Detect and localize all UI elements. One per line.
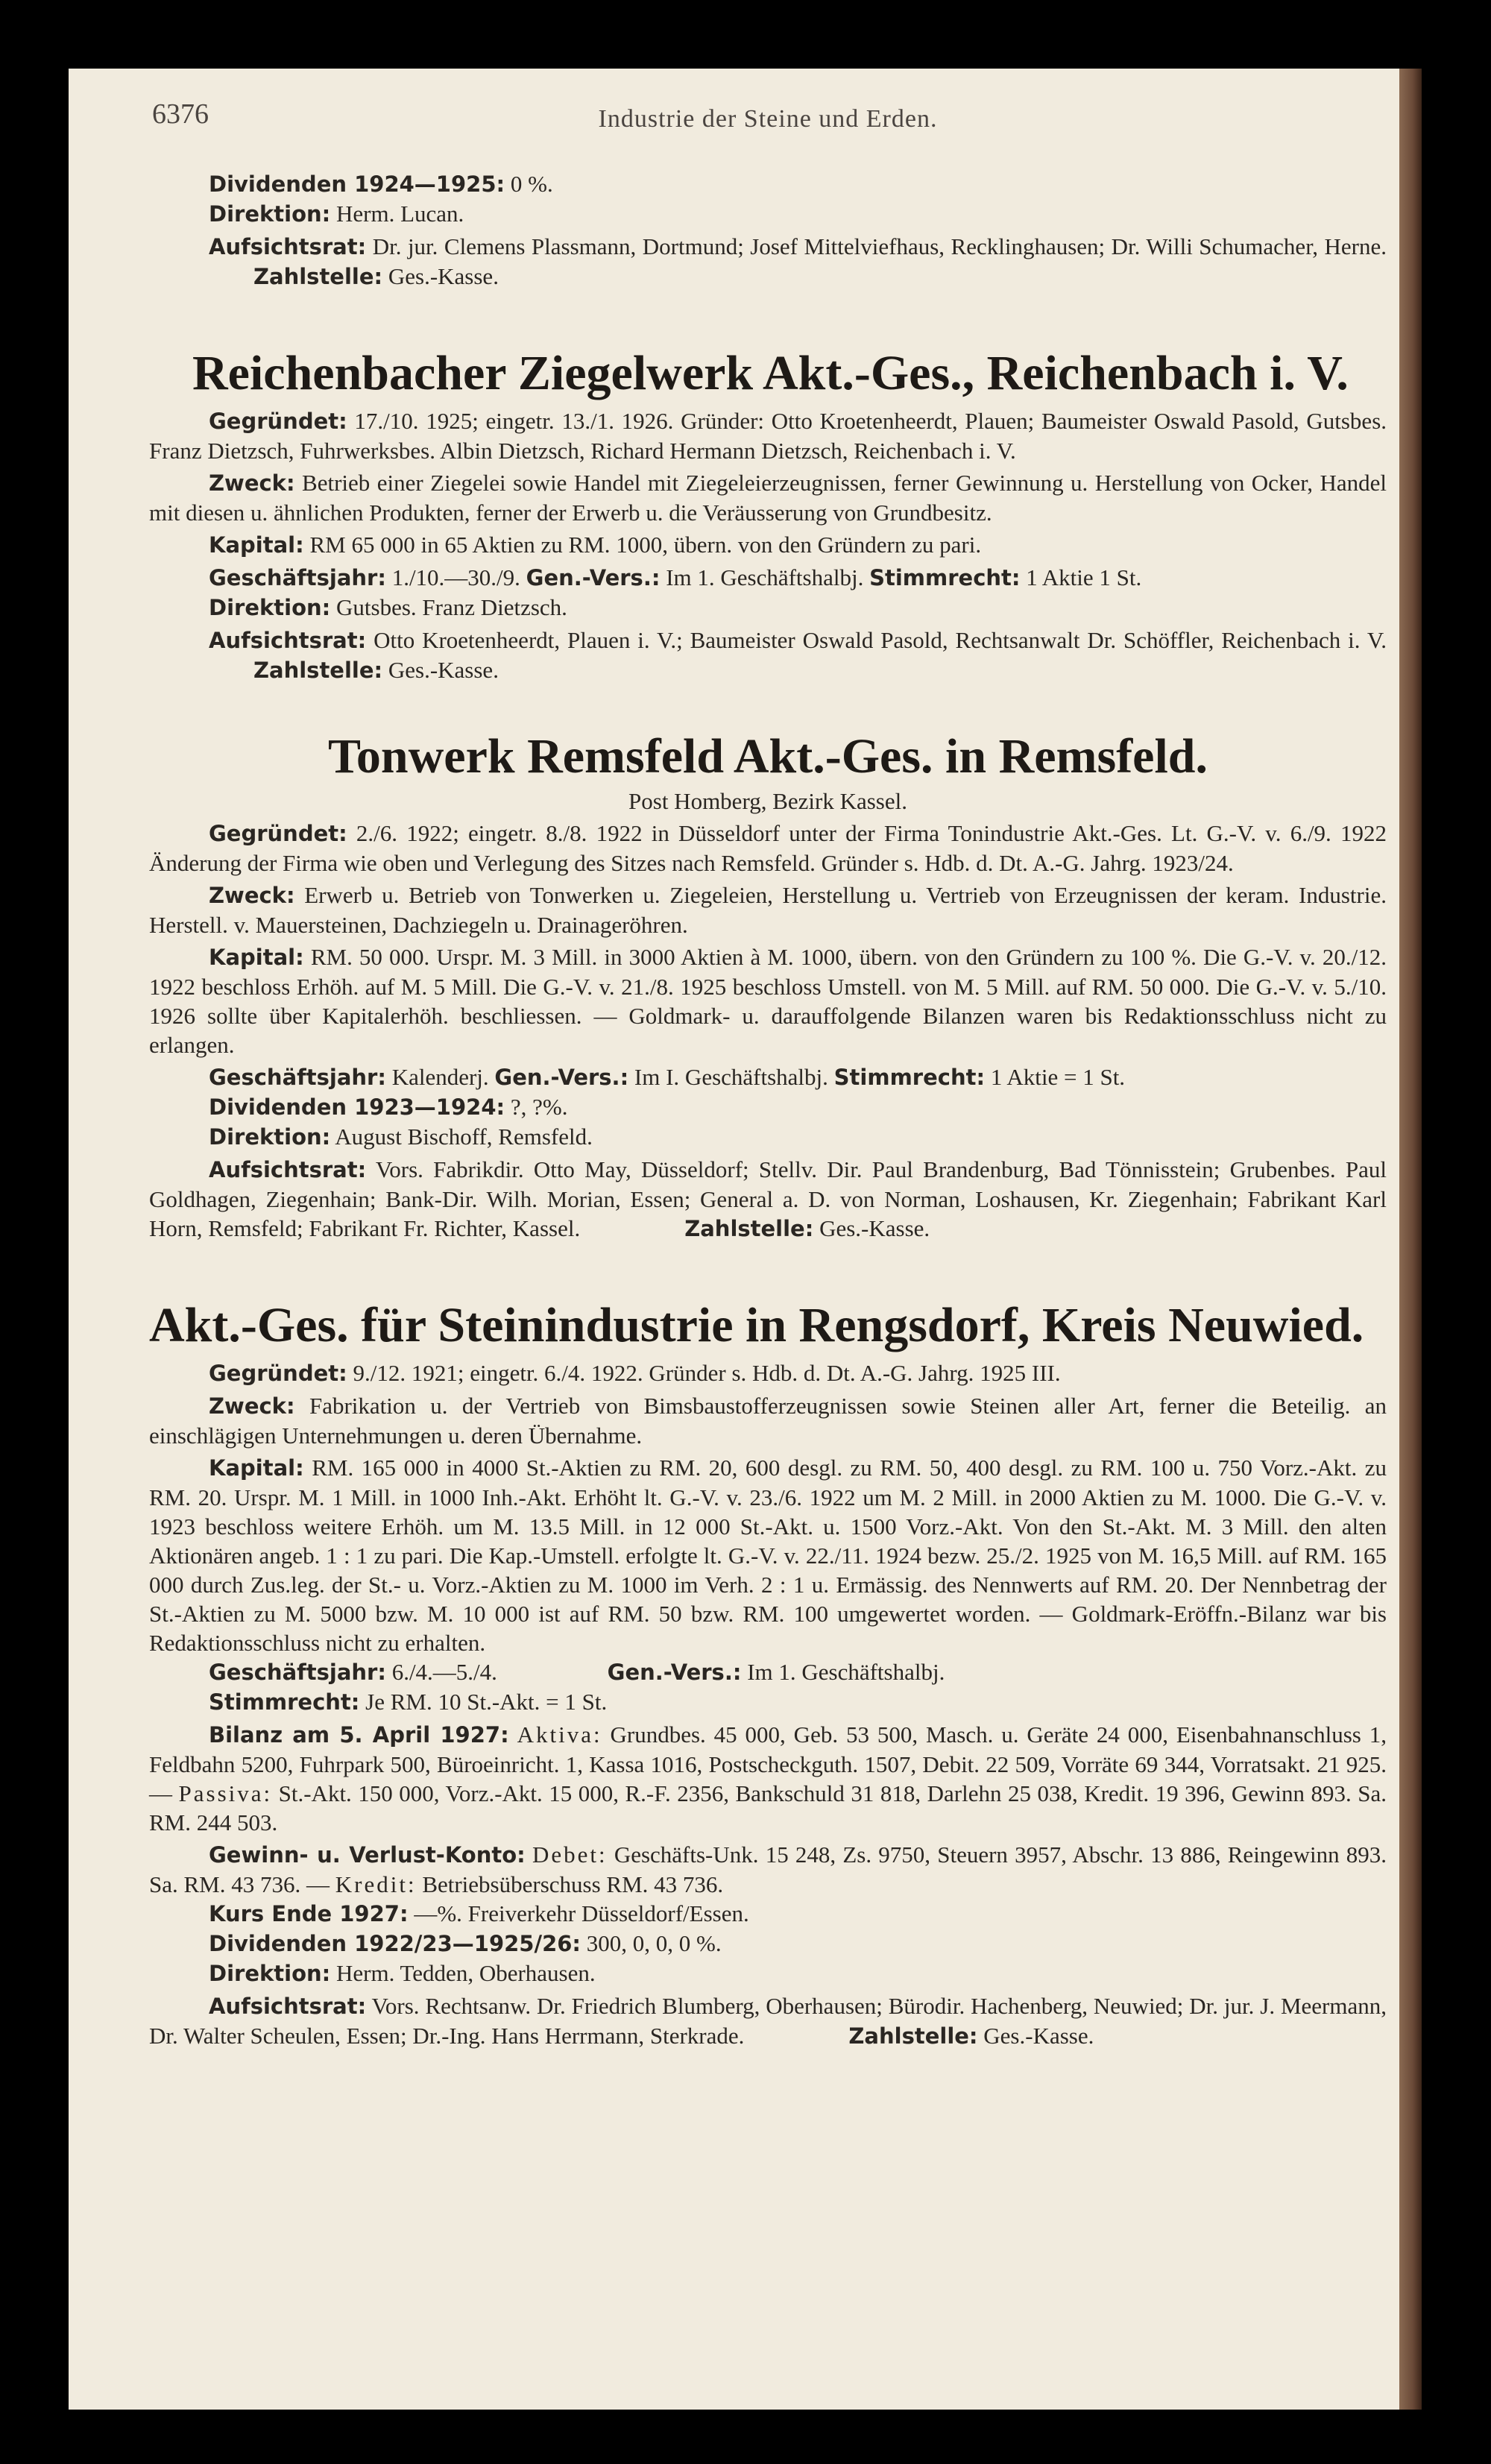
geschaeftsjahr-line: Geschäftsjahr: 6./4.—5./4. Gen.-Vers.: Im 1. Geschäftshalbj. <box>209 1659 945 1685</box>
geschaeftsjahr-line: Geschäftsjahr: 1./10.—30./9. Gen.-Vers.: Im 1. Geschäftshalbj. Stimmrecht: 1 Aktie 1 St. <box>209 564 1142 590</box>
dividenden-line: Dividenden 1923—1924: ?, ?%. <box>209 1094 568 1120</box>
company-title: Akt.-Ges. für Steinindustrie in Rengsdorf, Kreis Neuwied. <box>149 1298 1364 1352</box>
company-title: Reichenbacher Ziegelwerk Akt.-Ges., Reichenbach i. V. <box>192 346 1349 400</box>
kapital-paragraph: Kapital: RM. 50 000. Urspr. M. 3 Mill. in 3000 Aktien à M. 1000, übern. von den Gründern zu 100 %. Die G.-V. v. 20./12. 1922 beschloss Erhöh. auf M. 5 Mill. Die G.-V. v. 21./8. 1925 beschloss Umstell. von M. 5 Mill. auf RM. 50 000. Die G.-V. v. 5./10. 1926 sollte über Kapitalerhöh. beschliessen. — Goldmark- u. darauffolgende Bilanzen waren bis Redaktionsschluss nicht zu erlangen. <box>149 944 1387 1058</box>
company-subtitle: Post Homberg, Bezirk Kassel. <box>628 788 907 814</box>
gegruendet-paragraph: Gegründet: 2./6. 1922; eingetr. 8./8. 1922 in Düsseldorf unter der Firma Tonindustrie Akt.-Ges. Lt. G.-V. v. 6./9. 1922 Änderung der Firma wie oben und Verlegung des Sitzes nach Remsfeld. Gründer s. Hdb. d. Dt. A.-G. Jahrg. 1923/24. <box>149 820 1387 876</box>
gegruendet-paragraph: Gegründet: 17./10. 1925; eingetr. 13./1. 1926. Gründer: Otto Kroetenheerdt, Plauen; Baumeister Oswald Pasold, Gutsbes. Franz Dietzsch, Fuhrwerksbes. Albin Dietzsch, Richard Hermann Dietzsch, Reichenbach i. V. <box>149 408 1387 464</box>
zweck-paragraph: Zweck: Fabrikation u. der Vertrieb von Bimsbaustofferzeugnissen sowie Steinen aller Art, ferner die Beteilig. an einschlägigen Unternehmungen u. deren Übernahme. <box>149 1393 1387 1449</box>
direktion-line: Direktion: Gutsbes. Franz Dietzsch. <box>209 594 567 620</box>
zweck-paragraph: Zweck: Erwerb u. Betrieb von Tonwerken u. Ziegeleien, Herstellung u. Vertrieb von Erzeugnissen der keram. Industrie. Herstell. v. Mauersteinen, Dachziegeln u. Drainageröhren. <box>149 882 1387 938</box>
book-spine-edge <box>1399 69 1422 2410</box>
kapital-paragraph: Kapital: RM 65 000 in 65 Aktien zu RM. 1000, übern. von den Gründern zu pari. <box>209 532 982 558</box>
aufsichtsrat-paragraph: Aufsichtsrat: Vors. Rechtsanw. Dr. Friedrich Blumberg, Oberhausen; Bürodir. Hachenberg, Neuwied; Dr. jur. J. Meermann, Dr. Walter Scheulen, Essen; Dr.-Ing. Hans Herrmann, Sterkrade. Zahlstelle: Ges.-Kasse. <box>149 1993 1387 2049</box>
company-title: Tonwerk Remsfeld Akt.-Ges. in Remsfeld. <box>327 729 1208 784</box>
entry-reichenbacher-ziegelwerk <box>149 344 1387 685</box>
aufsichtsrat-paragraph: Aufsichtsrat: Vors. Fabrikdir. Otto May, Düsseldorf; Stellv. Dir. Paul Brandenburg, Bad Tönnisstein; Grubenbes. Paul Goldhagen, Ziegenhain; Bank-Dir. Wilh. Morian, Essen; General a. D. von Norman, Loshausen, Kr. Ziegenhain; Fabrikant Karl Horn, Remsfeld; Fabrikant Fr. Richter, Kassel. Zahlstelle: Ges.-Kasse. <box>149 1156 1387 1241</box>
entry-continuation <box>149 169 1387 292</box>
aufsichtsrat-paragraph: Aufsichtsrat: Dr. jur. Clemens Plassmann, Dortmund; Josef Mittelviefhaus, Recklinghausen; Dr. Willi Schumacher, Herne.Zahlstelle: Ges.-Kasse. <box>209 233 1387 289</box>
dividenden-line: Dividenden 1924—1925: 0 %. <box>209 171 553 197</box>
guv-paragraph: Gewinn- u. Verlust-Konto: Debet: Geschäfts-Unk. 15 248, Zs. 9750, Steuern 3957, Abschr. 13 886, Reingewinn 893. Sa. RM. 43 736. — Kredit: Betriebsüberschuss RM. 43 736. <box>149 1841 1387 1897</box>
kapital-paragraph: Kapital: RM. 165 000 in 4000 St.-Aktien zu RM. 20, 600 desgl. zu RM. 50, 400 desgl. zu RM. 100 u. 750 Vorz.-Akt. zu RM. 20. Urspr. M. 1 Mill. in 1000 Inh.-Akt. Erhöht lt. G.-V. v. 23./6. 1922 um M. 2 Mill. in 2000 Aktien zu M. 1000. Die G.-V. v. 1923 beschloss weitere Erhöh. um M. 13.5 Mill. in 12 000 St.-Akt. u. 1500 Vorz.-Akt. Von den St.-Akt. M. 3 Mill. den alten Aktionären angeb. 1 : 1 zu pari. Die Kap.-Umstell. erfolgte lt. G.-V. v. 22./11. 1924 bezw. 25./2. 1925 von M. 16,5 Mill. auf RM. 165 000 durch Zus.leg. der St.- u. Vorz.-Aktien zu M. 1000 im Verh. 2 : 1 u. Ermässig. des Nennwerts auf RM. 20. Der Nennbetrag der St.-Aktien zu M. 5000 bzw. M. 10 000 ist auf RM. 50 bzw. RM. 100 umgewertet worden. — Goldmark-Eröffn.-Bilanz war bis Redaktionsschluss nicht zu erhalten. <box>149 1455 1387 1656</box>
page-header <box>149 69 1387 169</box>
gegruendet-paragraph: Gegründet: 9./12. 1921; eingetr. 6./4. 1922. Gründer s. Hdb. d. Dt. A.-G. Jahrg. 1925 III. <box>209 1360 1061 1386</box>
entry-tonwerk-remsfeld <box>149 727 1387 1244</box>
dividenden-line: Dividenden 1922/23—1925/26: 300, 0, 0, 0 %. <box>209 1930 722 1956</box>
kurs-line: Kurs Ende 1927: —%. Freiverkehr Düsseldorf/Essen. <box>209 1900 749 1926</box>
aufsichtsrat-paragraph: Aufsichtsrat: Otto Kroetenheerdt, Plauen i. V.; Baumeister Oswald Pasold, Rechtsanwalt Dr. Schöffler, Reichenbach i. V.Zahlstelle: Ges.-Kasse. <box>209 627 1387 683</box>
bilanz-paragraph: Bilanz am 5. April 1927: Aktiva: Grundbes. 45 000, Geb. 53 500, Masch. u. Geräte 24 000, Eisenbahnanschluss 1, Feldbahn 5200, Fuhrpark 500, Büroeinricht. 1, Kassa 1016, Postscheckguth. 1507, Debit. 22 509, Vorräte 69 344, Vorratsakt. 21 925. — Passiva: St.-Akt. 150 000, Vorz.-Akt. 15 000, R.-F. 2356, Bankschuld 31 818, Darlehn 25 038, Kredit. 19 396, Gewinn 893. Sa. RM. 244 503. <box>149 1721 1387 1836</box>
direktion-line: Direktion: Herm. Tedden, Oberhausen. <box>209 1960 596 1986</box>
direktion-line: Direktion: August Bischoff, Remsfeld. <box>209 1124 593 1150</box>
zweck-paragraph: Zweck: Betrieb einer Ziegelei sowie Handel mit Ziegeleierzeugnissen, ferner Gewinnung u. Herstellung von Ocker, Handel mit diesen u. ähnlichen Produkten, ferner der Erwerb u. die Veräusserung von Grundbesitz. <box>149 470 1387 526</box>
page-content <box>149 69 1387 2051</box>
entry-steinindustrie-rengsdorf <box>149 1296 1387 2051</box>
running-title: Industrie der Steine und Erden. <box>598 105 938 133</box>
book-page <box>69 69 1399 2410</box>
direktion-line: Direktion: Herm. Lucan. <box>209 201 464 227</box>
geschaeftsjahr-line: Geschäftsjahr: Kalenderj. Gen.-Vers.: Im I. Geschäftshalbj. Stimmrecht: 1 Aktie = 1 St. <box>209 1064 1126 1090</box>
page-number: 6376 <box>152 98 209 130</box>
stimmrecht-line: Stimmrecht: Je RM. 10 St.-Akt. = 1 St. <box>209 1689 608 1715</box>
